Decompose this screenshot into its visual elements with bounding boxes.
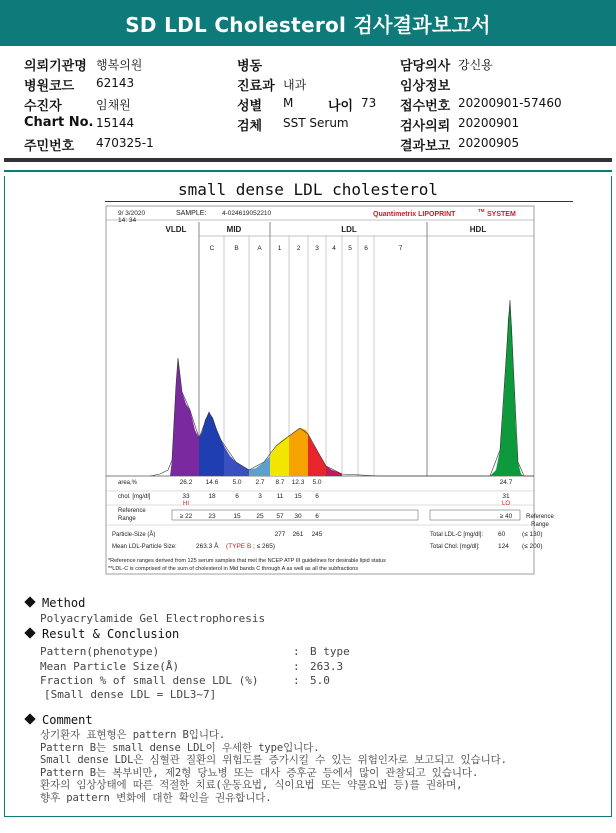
diamond-bullet-icon xyxy=(24,713,35,724)
age-value: 73 xyxy=(361,96,377,110)
area-row-label: area,% xyxy=(118,480,138,486)
ldl2-peak xyxy=(289,428,308,476)
chol-row-label: chol. [mg/dl] xyxy=(118,494,151,500)
brand-tail: SYSTEM xyxy=(487,211,516,218)
group-label-mid: MID xyxy=(226,225,242,234)
reference-value: ≥ 40 xyxy=(499,513,513,520)
ref-right-label: Reference xyxy=(526,514,554,520)
info-value: 470325-1 xyxy=(96,136,154,150)
brand-name: Quantimetrix LIPOPRINT xyxy=(373,211,456,218)
chol-value: 6 xyxy=(235,493,239,500)
comment-heading xyxy=(24,713,93,727)
info-value: 62143 xyxy=(96,76,135,90)
sample-id: 4-024619052210 xyxy=(222,210,272,217)
reference-value: ≥ 22 xyxy=(179,513,193,520)
header-divider xyxy=(4,158,612,162)
info-label: Chart No. xyxy=(24,115,94,130)
flag-hi: HI xyxy=(183,501,189,507)
group-label-hdl: HDL xyxy=(469,225,487,234)
band-label: A xyxy=(257,245,262,252)
info-value: SST Serum xyxy=(283,116,349,130)
chol-value: 11 xyxy=(276,493,284,500)
section-divider xyxy=(4,170,612,172)
chol-value: 3 xyxy=(258,493,262,500)
info-value: 20200901-57460 xyxy=(458,96,562,110)
comment-line: 상기환자 표현형은 pattern B입니다. xyxy=(40,729,226,741)
total-chol-ref: (≤ 200) xyxy=(522,543,543,550)
method-heading xyxy=(24,596,85,610)
lipoprint-chart xyxy=(0,204,616,580)
area-value: 26.2 xyxy=(179,479,193,486)
diamond-bullet-icon xyxy=(24,596,35,607)
result-heading-text: Result & Conclusion xyxy=(42,627,180,641)
info-value: 강신용 xyxy=(458,58,493,72)
info-label: 검사의뢰 xyxy=(400,119,451,134)
band-label: 6 xyxy=(364,245,368,252)
band-label: 1 xyxy=(277,245,282,252)
area-value: 2.7 xyxy=(255,479,265,486)
total-ldl-value: 60 xyxy=(498,531,506,538)
chol-value: 33 xyxy=(182,493,190,500)
info-label: 병동 xyxy=(237,59,263,74)
info-label: 담당의사 xyxy=(400,59,451,74)
info-value: 행복의원 xyxy=(96,58,143,72)
info-label: 성별 xyxy=(237,99,263,114)
particle-size-value: 245 xyxy=(311,531,323,538)
section-title-underline xyxy=(105,201,573,202)
particle-size-value: 277 xyxy=(274,531,286,538)
reference-value: 6 xyxy=(315,513,319,520)
chol-value: 15 xyxy=(294,493,302,500)
area-value: 8.7 xyxy=(275,479,285,486)
info-label: 진료과 xyxy=(237,79,275,94)
ref-right-label: Range xyxy=(531,522,549,528)
group-label-vldl: VLDL xyxy=(165,225,187,234)
ref-row-label: Range xyxy=(118,516,136,522)
info-value: 20200901 xyxy=(458,116,520,130)
result-label: Mean Particle Size(Å) xyxy=(40,659,180,673)
comment-line: Small dense LDL은 심혈관 질환의 위험도를 증가시킬 수 있는 위험인자로 보고되고 있습니다. xyxy=(40,754,507,767)
info-value: 임채원 xyxy=(96,98,131,112)
footnote: **LDL-C is comprised of the sum of cholesterol in Mid bands C through A as well as all the subfractions xyxy=(108,566,359,572)
comment-line: 향후 pattern 변화에 대한 확인을 권유합니다. xyxy=(40,792,272,804)
area-value: 12.3 xyxy=(291,479,305,486)
result-label: Pattern(phenotype) xyxy=(40,645,160,658)
footnote: *Reference ranges derived from 125 serum samples that met the NCEP ATP III guidelines for desirable lipid status xyxy=(108,558,386,564)
info-label: 수진자 xyxy=(24,99,62,114)
area-value: 5.0 xyxy=(312,479,322,486)
method-text: Polyacrylamide Gel Electrophoresis xyxy=(40,612,266,625)
reference-value: 15 xyxy=(233,513,241,520)
info-value: 20200905 xyxy=(458,136,520,150)
particle-size-value: 261 xyxy=(292,531,304,538)
diamond-bullet-icon xyxy=(24,627,35,638)
result-colon: : xyxy=(293,659,300,673)
band-label: C xyxy=(209,245,215,252)
flag-lo: LO xyxy=(501,501,511,507)
band-label: 4 xyxy=(332,245,336,252)
section-title: small dense LDL cholesterol xyxy=(177,180,439,199)
total-chol-value: 124 xyxy=(498,543,509,550)
reference-value: 23 xyxy=(208,513,216,520)
info-value: 15144 xyxy=(96,116,135,130)
comment-line: Pattern B는 복부비만, 제2형 당뇨병 또는 대사 증후군 등에서 많이 관찰되고 있습니다. xyxy=(40,766,479,779)
info-value: M xyxy=(283,96,294,110)
comment-line: Pattern B는 small dense LDL이 우세한 type입니다. xyxy=(40,741,320,754)
info-label: 접수번호 xyxy=(400,99,451,114)
result-value: 263.3 xyxy=(310,659,344,673)
chol-value: 6 xyxy=(315,493,319,500)
info-label: 주민번호 xyxy=(24,139,75,154)
band-label: 5 xyxy=(348,245,352,252)
ref-row-label: Reference xyxy=(118,508,146,514)
result-heading xyxy=(24,627,179,641)
info-label: 병원코드 xyxy=(24,79,75,94)
total-ldl-label: Total LDL-C [mg/dl]: xyxy=(430,532,484,538)
brand-tm: TM xyxy=(478,208,485,213)
result-value: 5.0 xyxy=(310,674,330,687)
result-value: B type xyxy=(310,645,350,658)
patient-info xyxy=(0,52,616,156)
band-label: 7 xyxy=(398,245,403,252)
age-label: 나이 xyxy=(328,99,354,114)
method-heading-text: Method xyxy=(42,596,86,610)
total-chol-label: Total Chol. [mg/dl]: xyxy=(430,544,480,550)
particle-size-label: Particle-Size (Å) xyxy=(112,532,156,538)
mean-size-label: Mean LDL-Particle Size: xyxy=(112,544,177,550)
band-label: 2 xyxy=(296,245,301,252)
area-value: 24.7 xyxy=(499,479,513,486)
chol-value: 18 xyxy=(208,493,216,500)
mean-size-value: 263.3 Å xyxy=(196,543,219,550)
result-colon: : xyxy=(293,645,300,658)
info-label: 결과보고 xyxy=(400,139,451,154)
chol-value: 31 xyxy=(502,493,510,500)
chart-border xyxy=(106,206,534,574)
info-label: 검체 xyxy=(237,119,263,134)
sample-label: SAMPLE: xyxy=(176,210,207,217)
result-note: [Small dense LDL = LDL3~7] xyxy=(44,688,217,701)
band-label: B xyxy=(234,245,239,252)
total-ldl-ref: (≤ 130) xyxy=(522,531,543,538)
comment-line: 환자의 임상상태에 따른 적절한 치료(운동요법, 식이요법 또는 약물요법 등)를 권하며, xyxy=(40,779,463,792)
reference-value: 57 xyxy=(276,513,284,520)
band-label: 3 xyxy=(315,245,319,252)
report-title xyxy=(0,0,616,46)
area-value: 14.6 xyxy=(205,479,219,486)
group-label-ldl: LDL xyxy=(341,225,357,234)
mean-type: (TYPE B xyxy=(226,543,252,550)
area-value: 5.0 xyxy=(232,479,242,486)
reference-value: 25 xyxy=(256,513,264,520)
comment-heading-text: Comment xyxy=(42,713,93,727)
report-title-text: SD LDL Cholesterol 검사결과보고서 xyxy=(125,12,491,37)
info-label: 의뢰기관명 xyxy=(24,59,87,74)
result-label: Fraction % of small dense LDL (%) xyxy=(40,674,259,687)
report-time: 14: 34 xyxy=(118,217,137,224)
mean-type-tail: ; ≤ 265) xyxy=(253,543,275,550)
info-value: 내과 xyxy=(283,78,307,92)
result-colon: : xyxy=(293,674,300,687)
info-label: 임상정보 xyxy=(400,79,451,94)
reference-value: 30 xyxy=(294,513,302,520)
report-date: 9/ 3/2020 xyxy=(118,210,146,217)
